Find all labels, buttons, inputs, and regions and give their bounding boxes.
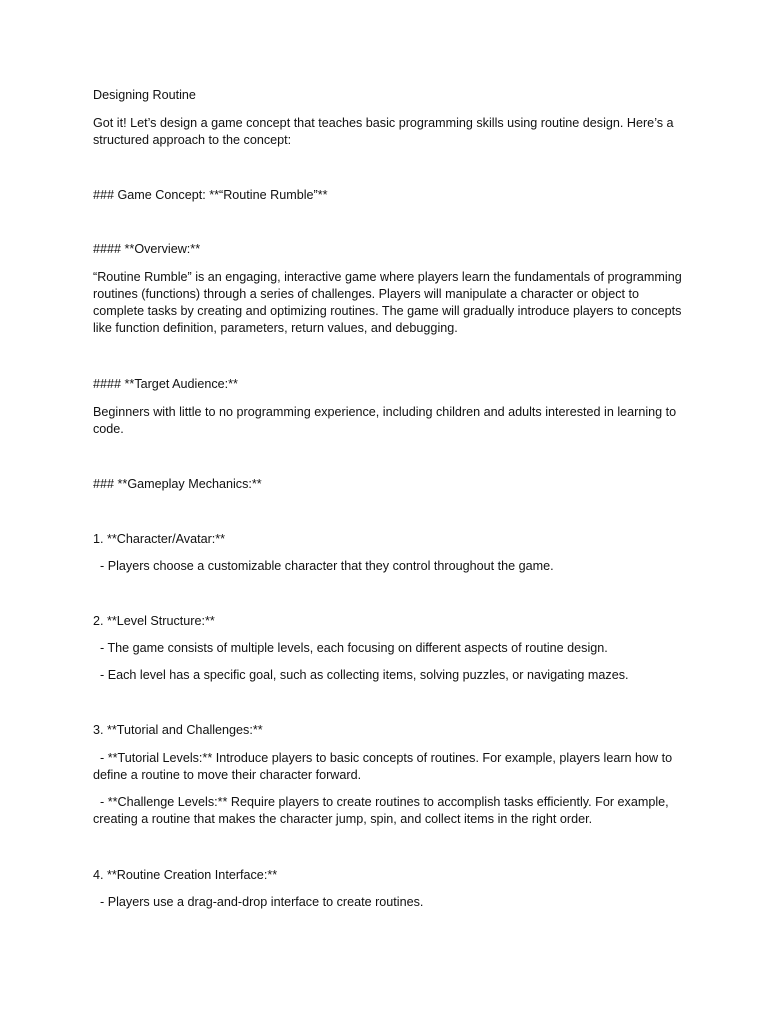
item4-heading: 4. **Routine Creation Interface:**	[93, 868, 278, 882]
intro-paragraph: Got it! Let’s design a game concept that teaches basic programming skills using routine design. Here’s a structured approach to the concept:	[93, 116, 678, 147]
item1-heading: 1. **Character/Avatar:**	[93, 532, 226, 546]
item3-bullet: - **Challenge Levels:** Require players to create routines to accomplish tasks efficiently. For example, creating a routine that makes the character jump, spin, and collect items in the right order.	[93, 795, 673, 826]
audience-paragraph: Beginners with little to no programming experience, including children and adults interested in learning to code.	[93, 405, 680, 436]
item2-bullet: - The game consists of multiple levels, each focusing on different aspects of routine design.	[93, 641, 608, 655]
audience-heading: #### **Target Audience:**	[93, 377, 238, 391]
item2-bullet: - Each level has a specific goal, such as collecting items, solving puzzles, or navigating mazes.	[93, 668, 629, 682]
overview-heading: #### **Overview:**	[93, 242, 201, 256]
item2-heading: 2. **Level Structure:**	[93, 614, 215, 628]
item4-bullet: - Players use a drag-and-drop interface to create routines.	[93, 895, 424, 909]
item3-heading: 3. **Tutorial and Challenges:**	[93, 723, 263, 737]
overview-paragraph: “Routine Rumble” is an engaging, interactive game where players learn the fundamentals of programming routines (functions) through a series of challenges. Players will manipulate a character or object to complete tasks by creating and optimizing routines. The game will gradually introduce players to concepts like function definition, parameters, return values, and debugging.	[93, 270, 686, 335]
item1-bullet: - Players choose a customizable character that they control throughout the game.	[93, 559, 554, 573]
mechanics-heading: ### **Gameplay Mechanics:**	[93, 477, 262, 491]
game-concept-heading: ### Game Concept: **“Routine Rumble”**	[93, 188, 328, 202]
document-title: Designing Routine	[93, 88, 196, 102]
item3-bullet: - **Tutorial Levels:** Introduce players to basic concepts of routines. For example, players learn how to define a routine to move their character forward.	[93, 751, 676, 782]
